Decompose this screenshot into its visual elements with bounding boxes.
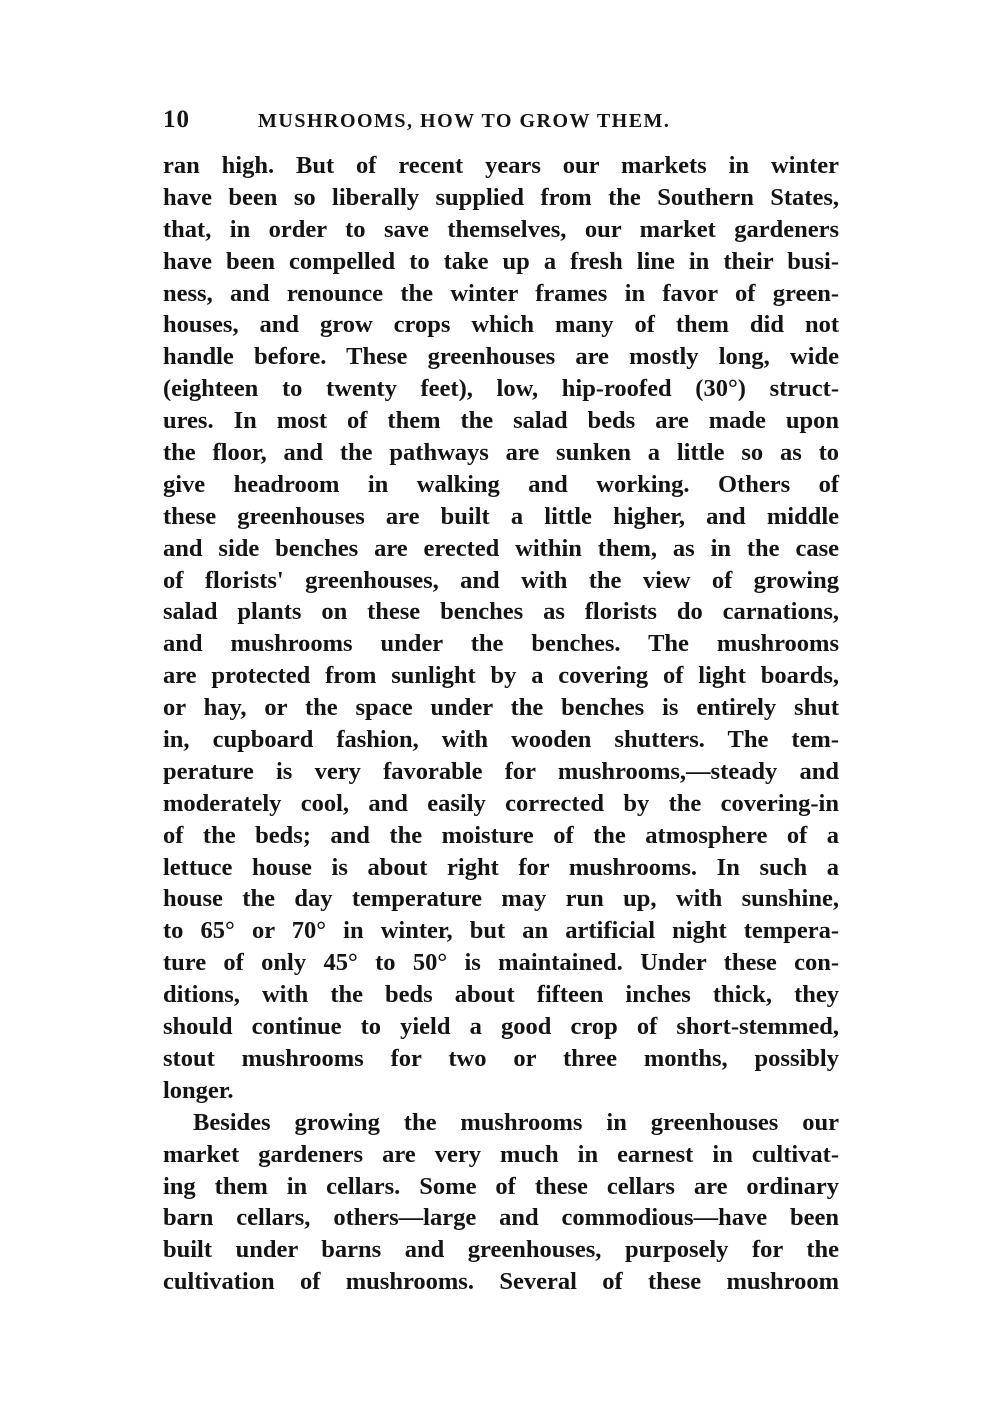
text-line: give headroom in walking and working. Others of [163,470,839,498]
text-line: moderately cool, and easily corrected by the covering-in [163,789,839,817]
text-line: to 65° or 70° in winter, but an artificial night tempera- [163,917,839,945]
text-line: ures. In most of them the salad beds are made upon [163,407,839,435]
text-line: house the day temperature may run up, with sunshine, [163,885,839,913]
text-line: lettuce house is about right for mushrooms. In such a [163,853,839,881]
text-line: ditions, with the beds about fifteen inches thick, they [163,981,839,1009]
text-line: in, cupboard fashion, with wooden shutters. The tem- [163,726,839,754]
text-line: of the beds; and the moisture of the atmosphere of a [163,821,839,849]
running-title: MUSHROOMS, HOW TO GROW THEM. [258,110,671,132]
body-text [163,150,839,1298]
text-line: ture of only 45° to 50° is maintained. Under these con- [163,949,839,977]
text-line: and side benches are erected within them, as in the case [163,534,839,562]
text-line: salad plants on these benches as florists do carnations, [163,598,839,626]
text-line: built under barns and greenhouses, purposely for the [163,1236,839,1264]
text-line: perature is very favorable for mushrooms,—steady and [163,757,839,785]
text-line: (eighteen to twenty feet), low, hip-roofed (30°) struct- [163,375,839,403]
text-line: cultivation of mushrooms. Several of these mushroom [163,1268,839,1296]
text-line: the floor, and the pathways are sunken a little so as to [163,439,839,467]
text-line: houses, and grow crops which many of them did not [163,311,839,339]
text-line: have been compelled to take up a fresh line in their busi- [163,247,839,275]
text-line: have been so liberally supplied from the Southern States, [163,183,839,211]
text-line: stout mushrooms for two or three months, possibly [163,1044,839,1072]
page-number: 10 [163,106,190,133]
text-line: market gardeners are very much in earnest in cultivat- [163,1140,839,1168]
text-line: or hay, or the space under the benches is entirely shut [163,694,839,722]
text-line: longer. [163,1076,234,1104]
paragraph-1 [163,150,839,1107]
paragraph-2 [163,1107,839,1298]
text-line: of florists' greenhouses, and with the view of growing [163,566,839,594]
text-line: should continue to yield a good crop of short-stemmed, [163,1013,839,1041]
text-line: and mushrooms under the benches. The mushrooms [163,630,839,658]
text-line: barn cellars, others—large and commodious—have been [163,1204,839,1232]
text-line: ran high. But of recent years our markets in winter [163,152,839,179]
text-line: handle before. These greenhouses are mostly long, wide [163,343,839,371]
text-line: ness, and renounce the winter frames in favor of green- [163,279,839,307]
running-head [163,106,835,142]
text-line: are protected from sunlight by a covering of light boards, [163,662,839,690]
text-line: ing them in cellars. Some of these cellars are ordinary [163,1172,839,1200]
text-line: that, in order to save themselves, our market gardeners [163,215,839,243]
text-line: these greenhouses are built a little higher, and middle [163,502,839,530]
text-line: Besides growing the mushrooms in greenhouses our [193,1108,839,1136]
